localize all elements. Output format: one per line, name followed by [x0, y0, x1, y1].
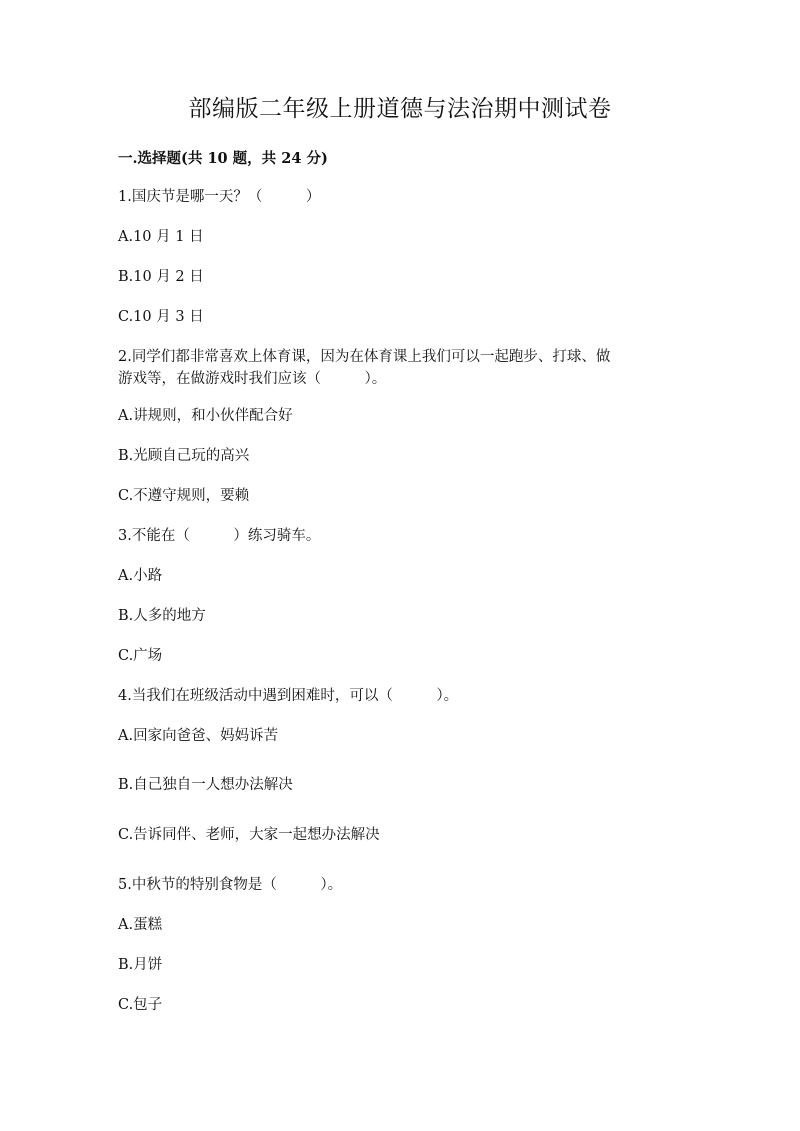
question-2-stem-line-1: 2.同学们都非常喜欢上体育课，因为在体育课上我们可以一起跑步、打球、做	[118, 349, 611, 365]
question-3-option-c: C.广场	[118, 648, 163, 664]
question-5-option-a: A.蛋糕	[118, 917, 163, 933]
question-5-stem: 5.中秋节的特别食物是（ ）。	[118, 877, 343, 893]
question-1-stem: 1.国庆节是哪一天？（ ）	[118, 189, 321, 205]
question-3-option-a: A.小路	[118, 568, 163, 584]
question-4-stem: 4.当我们在班级活动中遇到困难时，可以（ ）。	[118, 688, 459, 704]
question-2-stem-line-2: 游戏等，在做游戏时我们应该（ ）。	[118, 371, 387, 387]
question-3-stem: 3.不能在（ ）练习骑车。	[118, 528, 321, 544]
section-heading: 一.选择题(共 10 题，共 24 分)	[118, 150, 328, 167]
question-4-option-c: C.告诉同伴、老师，大家一起想办法解决	[118, 827, 380, 843]
question-4-option-a: A.回家向爸爸、妈妈诉苦	[118, 728, 279, 744]
question-2-option-a: A.讲规则，和小伙伴配合好	[118, 408, 293, 424]
question-1-option-b: B.10 月 2 日	[118, 269, 204, 285]
question-1-option-c: C.10 月 3 日	[118, 309, 204, 325]
question-3-option-b: B.人多的地方	[118, 608, 206, 624]
question-2-option-b: B.光顾自己玩的高兴	[118, 448, 250, 464]
question-2-option-c: C.不遵守规则，要赖	[118, 488, 250, 504]
question-5-option-b: B.月饼	[118, 957, 163, 973]
question-1-option-a: A.10 月 1 日	[118, 229, 204, 245]
page-title: 部编版二年级上册道德与法治期中测试卷	[188, 96, 612, 122]
question-5-option-c: C.包子	[118, 997, 163, 1013]
question-4-option-b: B.自己独自一人想办法解决	[118, 777, 293, 793]
